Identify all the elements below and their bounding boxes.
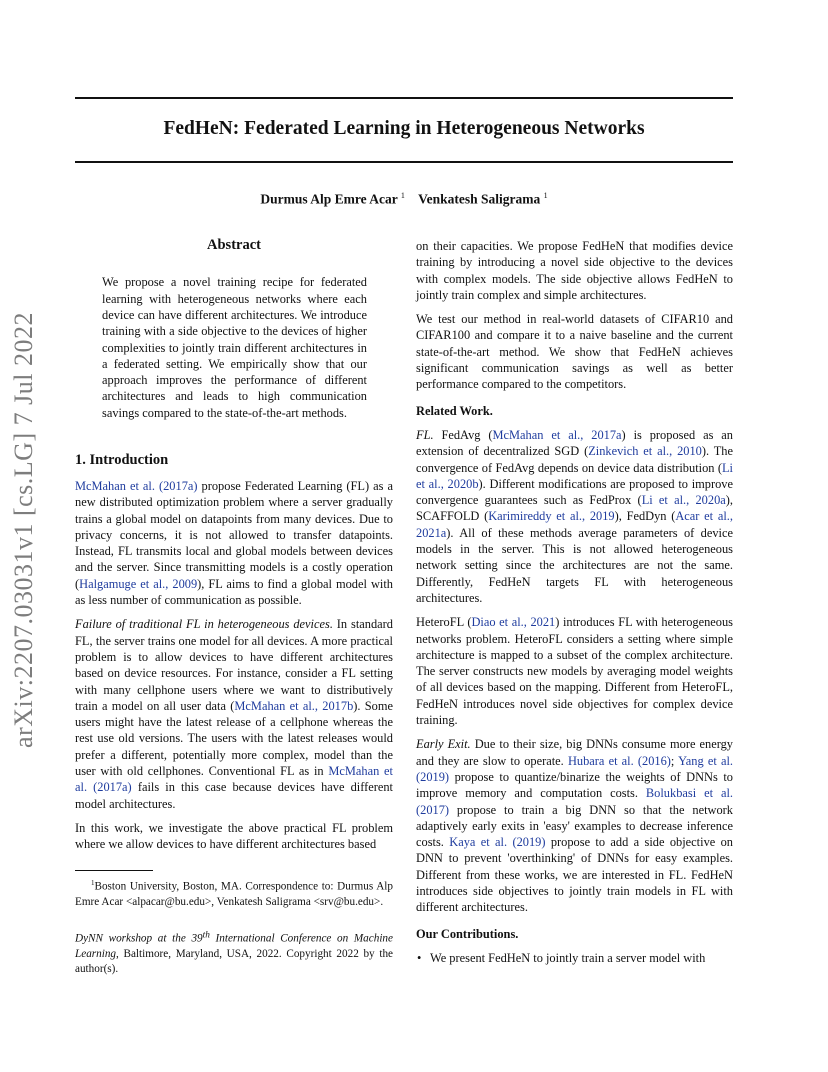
author-affiliation: 1 xyxy=(543,191,548,200)
abstract-paragraph: We propose a novel training recipe for federated learning with heterogeneous networks where each device can have different architectures. We introduce training with a side objective to the devices of higher complexities to jointly train different architectures in a federated setting. We empirically show that our approach improves the performance of different architectures and leads to high communication savings compared to the state-of-the-art methods. xyxy=(102,275,367,420)
contributions-heading: Our Contributions. xyxy=(416,926,519,941)
related-fl-paragraph xyxy=(416,427,733,606)
paragraph-text: ) introduces FL with heterogeneous networks problem. HeteroFL considers a setting where simple architecture is mapped to a subset of the complex architecture. The server constructs new models by averaging model weights of all devices based on the mapping. Different from HeteroFL, FedHeN introduces novel side objectives for complex device training. xyxy=(416,615,733,728)
paragraph-text: FedAvg ( xyxy=(433,427,493,442)
paragraph-text: propose Federated Learning (FL) as a new distributed optimization problem where a server gradually trains a global model on datapoints from many devices. Due to privacy concerns, it is not allowed to transfer datapoints. Instead, FL transmits local and global models between devices and the server. Since transmitting models is a costly operation ( xyxy=(75,479,393,591)
citation-link[interactable]: McMahan et al., 2017a xyxy=(492,427,622,442)
left-column-body xyxy=(75,478,393,853)
paragraph-text: Due to their size, big DNNs consume more energy and they are slow to operate. xyxy=(416,737,733,768)
citation-link[interactable]: Acar et al., 2021a xyxy=(416,509,733,540)
title-bottom-rule xyxy=(75,161,733,163)
workshop-note xyxy=(75,928,393,977)
related-heterofl-paragraph xyxy=(416,614,733,728)
paragraph-text: ). The convergence of FedAvg depends on device data distribution ( xyxy=(416,444,733,475)
paragraph-text: fails in this case because devices have different model architectures. xyxy=(75,780,394,811)
paragraph-text: propose to train a big DNN so that the network adaptively early exits in 'easy' examples to decrease inference costs. xyxy=(416,802,733,850)
citation-link[interactable]: Zinkevich et al., 2010 xyxy=(588,444,702,459)
intro-paragraph-3-continued: on their capacities. We propose FedHeN that modifies device training by introducing a novel side objective to the devices with complex models. The side objective allows FedHeN to jointly train complex and simple architectures. xyxy=(416,239,733,302)
citation-link[interactable]: Hubara et al. (2016) xyxy=(567,753,671,768)
abstract-text xyxy=(102,262,367,433)
workshop-text: , Baltimore, Maryland, USA, 2022. Copyright 2022 by the author(s). xyxy=(75,947,393,975)
arxiv-id: arXiv:2207.03031v1 [cs.LG] 7 Jul 2022 xyxy=(9,312,38,748)
abstract-heading: Abstract xyxy=(207,237,261,253)
intro-paragraph-3-start: In this work, we investigate the above practical FL problem where we allow devices to have different architectures based xyxy=(75,820,393,852)
citation-link[interactable]: Li et al., 2020a xyxy=(641,493,726,508)
paragraph-text: ). Different modifications are proposed to improve convergence guarantees such as FedProx ( xyxy=(416,476,733,508)
citation-link[interactable]: McMahan et al. (2017a) xyxy=(75,764,393,795)
contribution-bullet: • We present FedHeN to jointly train a server model with xyxy=(416,950,733,966)
paragraph-lead: FL. xyxy=(416,427,434,442)
paragraph-lead: Failure of traditional FL in heterogeneous devices. xyxy=(75,617,333,632)
related-early-exit-paragraph xyxy=(416,736,733,915)
footnote-mark: 1 xyxy=(91,879,95,887)
author-list xyxy=(75,191,733,208)
paragraph-text: propose to add a side objective on DNN to prevent 'overthinking' of DNNs for easy examples. Different from these works, we are interested in FL. FedHeN introduces side objectives to jointly train models in FL with different architectures. xyxy=(416,835,734,915)
paragraph-text: In standard FL, the server trains one model for all devices. A more practical problem is to allow devices to have different architectures based on device resources. For instance, consider a FL setting with many cellphone users where we want to distributively train a model on all user data ( xyxy=(75,617,393,713)
author-name: Durmus Alp Emre Acar xyxy=(260,191,398,207)
paragraph-text: ), SCAFFOLD ( xyxy=(416,493,733,524)
paragraph-text: ), FL aims to find a global model with as less number of communication as possible. xyxy=(75,576,393,608)
citation-link[interactable]: McMahan et al., 2017b xyxy=(234,698,354,713)
paragraph-text: ) is proposed as an extension of decentralized SGD ( xyxy=(416,427,733,459)
paragraph-text: ). All of these methods average parameters of device models in the server. This is not allowed heterogeneous network setting since the architectures are not the same. Differently, FedHeN targets FL with heterogeneous architectures. xyxy=(416,525,733,605)
paragraph-text: ), FedDyn ( xyxy=(614,509,676,524)
paragraph-text: HeteroFL ( xyxy=(416,615,472,630)
citation-link[interactable]: Yang et al. (2019) xyxy=(416,753,733,784)
title-top-rule xyxy=(75,97,733,99)
author-name: Venkatesh Saligrama xyxy=(418,191,541,207)
citation-link[interactable]: Bolukbasi et al. (2017) xyxy=(416,786,733,817)
citation-link[interactable]: Karimireddy et al., 2019 xyxy=(488,509,615,524)
footnote xyxy=(75,876,393,910)
paragraph-text: propose to quantize/binarize the weights of DNNs to improve memory and computation costs. xyxy=(416,769,733,801)
intro-paragraph-2 xyxy=(75,616,393,812)
paragraph-text: ; xyxy=(670,753,679,768)
citation-link[interactable]: Diao et al., 2021 xyxy=(471,615,556,630)
intro-paragraph-1 xyxy=(75,478,393,608)
workshop-text: DyNN workshop at the xyxy=(75,932,192,945)
arxiv-sidebar-stamp xyxy=(4,300,44,760)
intro-paragraph-4: We test our method in real-world datasets of CIFAR10 and CIFAR100 and compare it to a naive baseline and the current state-of-the-art method. We show that FedHeN achieves significant communication savings as well as better performance compared to the competitors. xyxy=(416,312,733,392)
right-column-body xyxy=(416,238,733,966)
related-work-heading: Related Work. xyxy=(416,403,493,418)
author-affiliation: 1 xyxy=(400,191,405,200)
paragraph-text: ). Some users might have the latest release of a cellphone whereas the rest use old versions. The users with the latest releases would prefer a different, potentially more complex, model than the user with old cellphones. Conventional FL as in xyxy=(75,698,394,779)
section-heading-introduction: 1. Introduction xyxy=(75,452,169,468)
footnote-text: Boston University, Boston, MA. Correspondence to: Durmus Alp Emre Acar <alpacar@bu.edu>, Venkatesh Saligrama <srv@bu.edu>. xyxy=(75,880,393,908)
workshop-ordinal: th xyxy=(202,930,210,940)
paragraph-lead: Early Exit. xyxy=(416,737,471,752)
citation-link[interactable]: Kaya et al. (2019) xyxy=(449,835,546,850)
workshop-number: 39 xyxy=(191,932,203,945)
citation-link[interactable]: McMahan et al. (2017a) xyxy=(75,479,198,493)
citation-link[interactable]: Halgamuge et al., 2009 xyxy=(79,576,198,591)
footnote-rule xyxy=(75,870,153,871)
citation-link[interactable]: Li et al., 2020b xyxy=(416,460,733,491)
workshop-text: International Conference on Machine Learning xyxy=(75,932,393,960)
paper-title: FedHeN: Federated Learning in Heterogeneous Networks xyxy=(163,118,645,139)
